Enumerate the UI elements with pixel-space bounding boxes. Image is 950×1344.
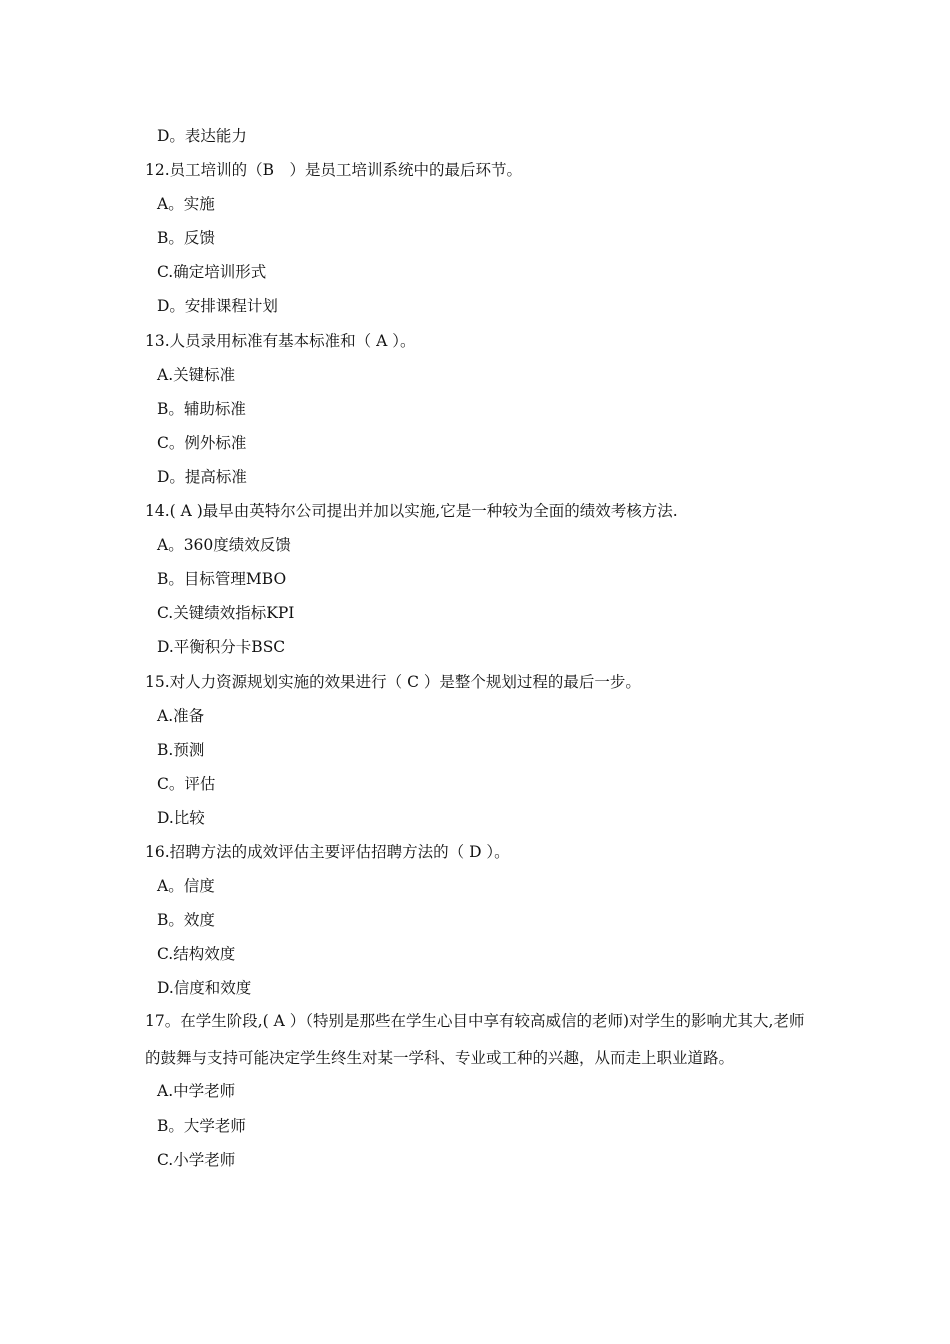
- option-16-b: B。效度: [157, 911, 215, 930]
- option-11-d: D。表达能力: [157, 127, 247, 145]
- option-13-a: A.关键标准: [157, 365, 236, 384]
- option-13-d: D。提高标准: [157, 467, 247, 486]
- question-14: 14.( A )最早由英特尔公司提出并加以实施,它是一种较为全面的绩效考核方法.: [145, 502, 678, 521]
- option-17-c: C.小学老师: [157, 1150, 236, 1169]
- option-15-d: D.比较: [157, 808, 205, 827]
- document-body: [145, 119, 815, 1177]
- option-14-b: B。目标管理MBO: [157, 570, 287, 589]
- option-12-b: B。反馈: [157, 229, 215, 248]
- question-17: 17。在学生阶段,( A ）（特别是那些在学生心目中享有较高威信的老师)对学生的影响尤其大,老师的鼓舞与支持可能决定学生终生对某一学科、专业或工种的兴趣，从而走上职业道路。: [145, 1012, 805, 1068]
- option-16-c: C.结构效度: [157, 945, 236, 964]
- option-15-b: B.预测: [157, 740, 205, 759]
- option-15-c: C。评估: [157, 774, 216, 793]
- option-16-d: D.信度和效度: [157, 979, 252, 998]
- question-13: 13.人员录用标准有基本标准和（ A ）。: [145, 331, 416, 350]
- option-14-c: C.关键绩效指标KPI: [157, 604, 295, 623]
- option-12-a: A。实施: [157, 195, 215, 214]
- option-15-a: A.准备: [157, 706, 205, 725]
- option-13-c: C。例外标准: [157, 433, 247, 452]
- option-14-d: D.平衡积分卡BSC: [157, 638, 286, 657]
- option-12-c: C.确定培训形式: [157, 263, 267, 282]
- option-14-a: A。360度绩效反馈: [157, 536, 291, 555]
- option-12-d: D。安排课程计划: [157, 297, 278, 316]
- option-17-b: B。大学老师: [157, 1116, 246, 1135]
- option-13-b: B。辅助标准: [157, 399, 246, 418]
- option-16-a: A。信度: [157, 877, 215, 896]
- question-12: 12.员工培训的（B ）是员工培训系统中的最后环节。: [145, 161, 523, 180]
- option-17-a: A.中学老师: [157, 1082, 236, 1101]
- question-16: 16.招聘方法的成效评估主要评估招聘方法的（ D ）。: [145, 842, 510, 861]
- question-15: 15.对人力资源规划实施的效果进行（ C ）是整个规划过程的最后一步。: [145, 672, 641, 691]
